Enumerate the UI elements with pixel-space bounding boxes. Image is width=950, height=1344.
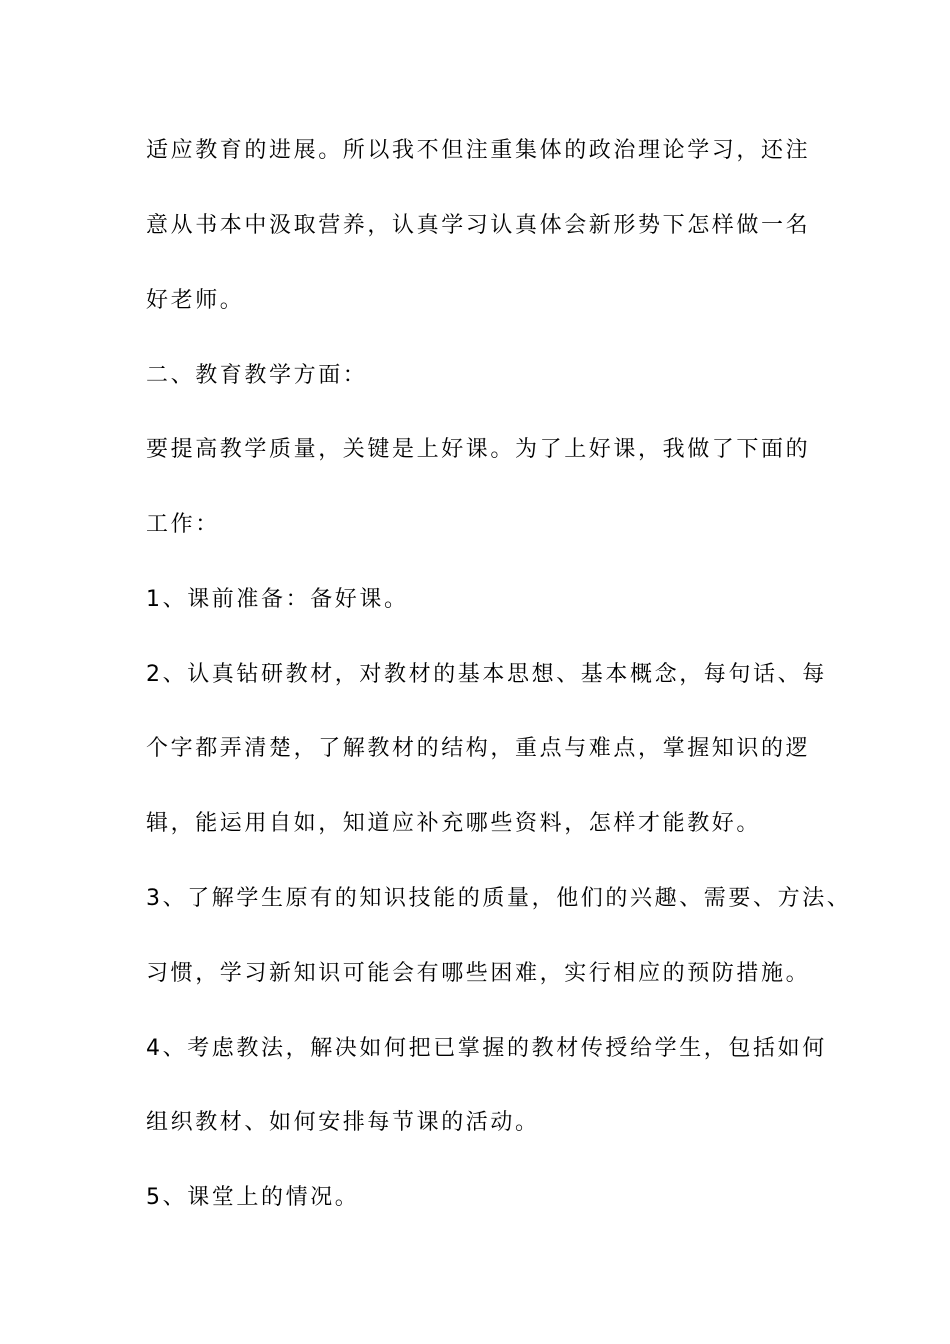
list-item-continuation: 辑，能运用自如，知道应补充哪些资料，怎样才能教好。 <box>146 811 762 836</box>
paragraph-line: 好老师。 <box>146 288 245 313</box>
paragraph-line: 工作： <box>146 512 220 537</box>
paragraph-line: 要提高教学质量，关键是上好课。为了上好课，我做了下面的 <box>146 437 811 462</box>
list-item-continuation: 组织教材、如何安排每节课的活动。 <box>146 1110 540 1135</box>
paragraph-line: 意从书本中汲取营养，认真学习认真体会新形势下怎样做一名 <box>146 213 811 238</box>
list-item-continuation: 习惯，学习新知识可能会有哪些困难，实行相应的预防措施。 <box>146 961 811 986</box>
list-item-continuation: 个字都弄清楚，了解教材的结构，重点与难点，掌握知识的逻 <box>146 736 811 761</box>
section-heading: 二、教育教学方面： <box>146 363 368 388</box>
paragraph-line: 适应教育的进展。所以我不但注重集体的政治理论学习，还注 <box>146 138 811 163</box>
list-item: 5、课堂上的情况。 <box>146 1185 360 1210</box>
list-item: 2、认真钻研教材，对教材的基本思想、基本概念，每句话、每 <box>146 662 827 687</box>
list-item: 4、考虑教法，解决如何把已掌握的教材传授给学生，包括如何 <box>146 1036 827 1061</box>
list-item: 3、了解学生原有的知识技能的质量，他们的兴趣、需要、方法、 <box>146 886 852 911</box>
list-item: 1、课前准备：备好课。 <box>146 587 409 612</box>
